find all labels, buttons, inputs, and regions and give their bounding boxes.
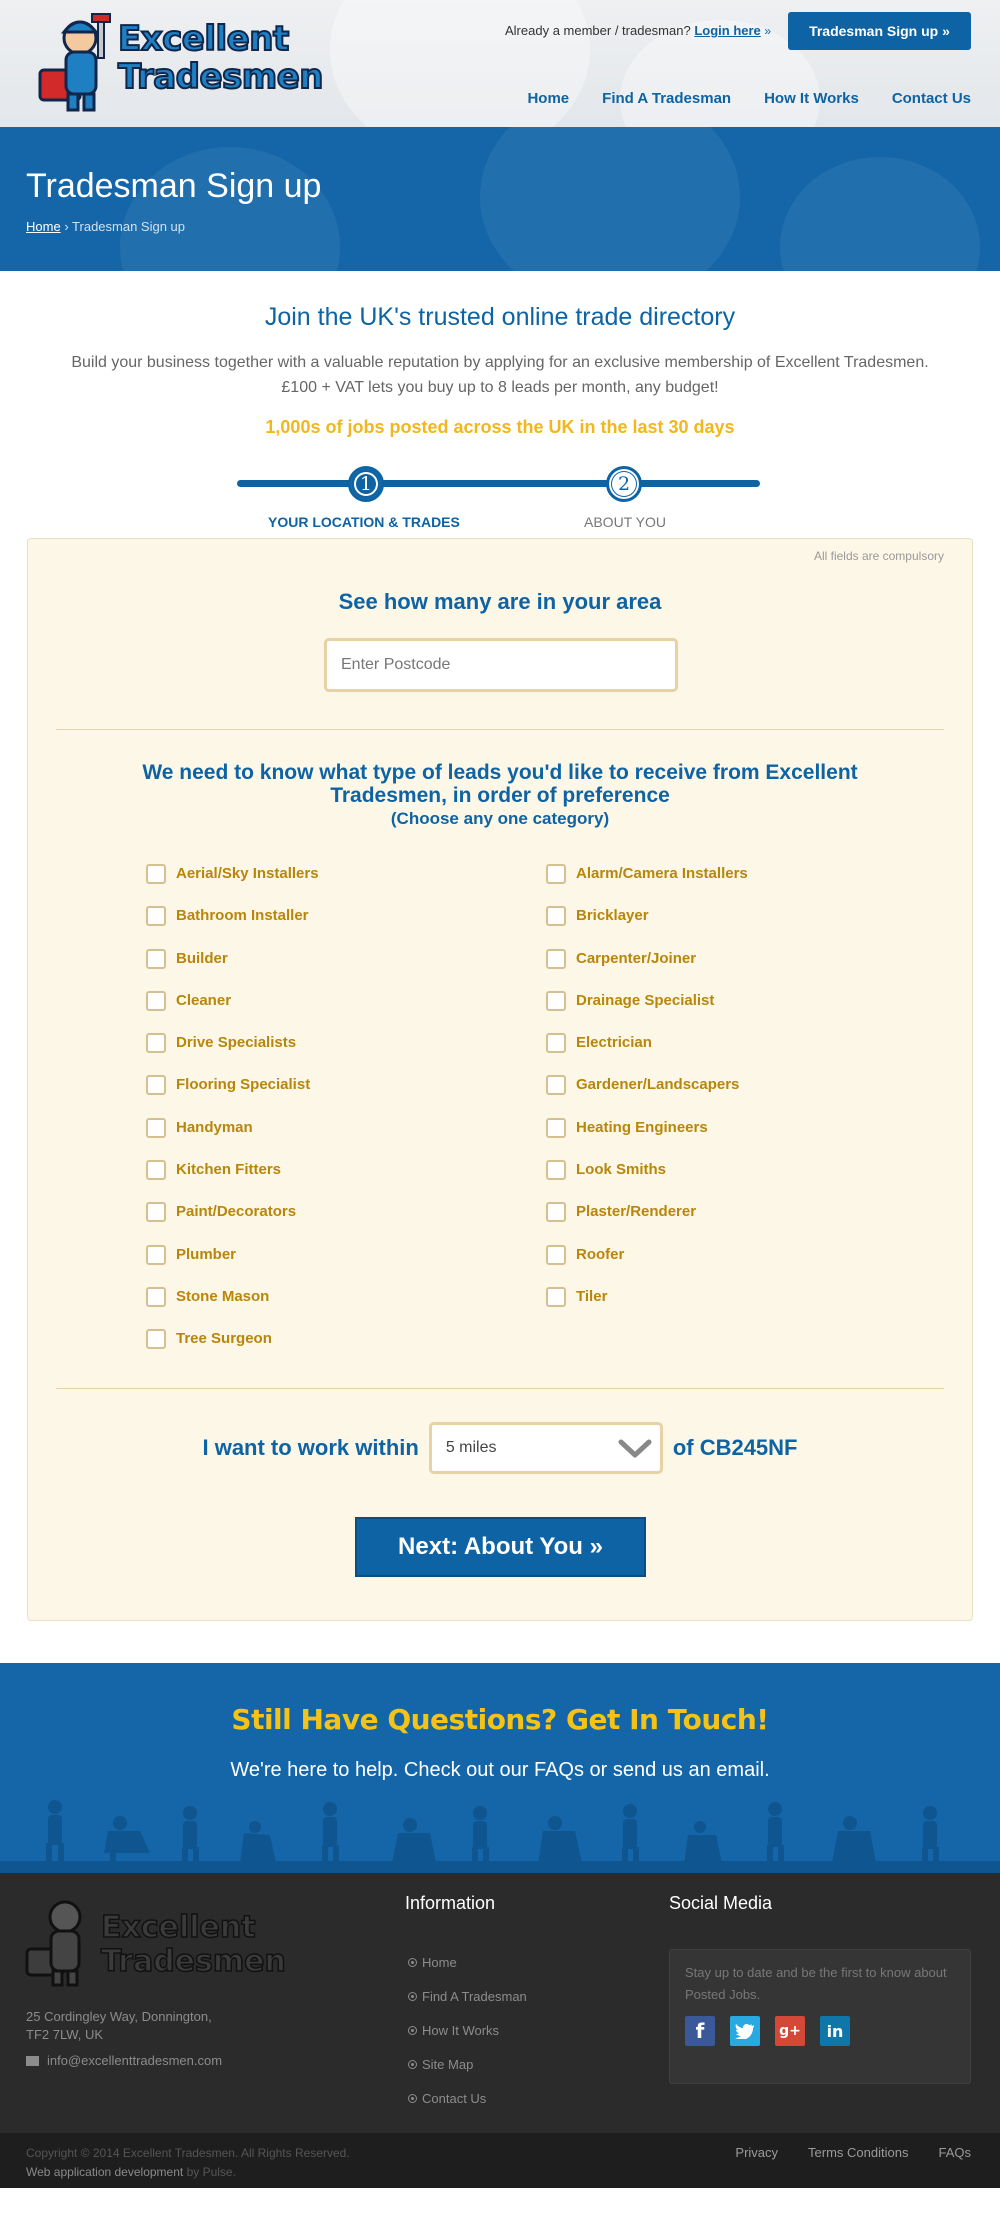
trade-label: Drive Specialists (176, 1034, 297, 1052)
tradesman-signup-button[interactable]: Tradesman Sign up » (788, 12, 971, 50)
checkbox[interactable] (546, 906, 566, 926)
footer-bottom-links (705, 2145, 971, 2160)
footer-social-heading: Social Media (669, 1893, 773, 1913)
footer-logo-text-line1: Excellent (101, 1910, 256, 1945)
trade-label: Drainage Specialist (576, 991, 715, 1009)
intro-text-line2: £100 + VAT lets you buy up to 8 leads per month, any budget! (281, 379, 719, 396)
trade-option[interactable] (546, 1160, 946, 1202)
questions-section (0, 1663, 1000, 1873)
privacy-link[interactable]: Privacy (735, 2145, 779, 2160)
trade-option[interactable] (546, 949, 946, 991)
twitter-bird-icon (735, 2023, 755, 2039)
trade-option[interactable] (546, 1202, 946, 1244)
checkbox[interactable] (146, 949, 166, 969)
trade-label: Look Smiths (576, 1161, 667, 1179)
checkbox[interactable] (146, 1033, 166, 1053)
checkbox[interactable] (546, 864, 566, 884)
banner-bg-shape (120, 147, 340, 271)
intro-heading: Join the UK's trusted online trade directory (264, 303, 736, 331)
compulsory-note: All fields are compulsory (813, 549, 944, 563)
trade-label: Handyman (176, 1118, 253, 1136)
postcode-input[interactable] (324, 638, 678, 692)
trade-option[interactable] (546, 1118, 946, 1160)
footer-link-label: Site Map (422, 2056, 474, 2072)
trade-label: Plaster/Renderer (576, 1203, 697, 1221)
trade-option[interactable] (546, 1075, 946, 1117)
trade-label: Roofer (576, 1245, 625, 1263)
banner-bg-shape (480, 127, 740, 271)
checkbox[interactable] (546, 1202, 566, 1222)
trade-option[interactable] (146, 991, 546, 1033)
area-title: See how many are in your area (338, 589, 662, 614)
checkbox[interactable] (146, 1118, 166, 1138)
webdev-link[interactable]: Web application development (26, 2165, 184, 2179)
footer-address (26, 2008, 212, 2044)
within-prefix: I want to work within (202, 1435, 419, 1460)
breadcrumb-current: Tradesman Sign up (72, 219, 186, 234)
form-divider (56, 1388, 944, 1389)
site-footer (0, 1873, 1000, 2133)
trade-option[interactable] (146, 1075, 546, 1117)
breadcrumb (26, 219, 185, 234)
trade-label: Gardener/Landscapers (576, 1076, 740, 1094)
leads-subtitle: (Choose any one category) (390, 809, 610, 828)
questions-text: We're here to help. Check out our FAQs or send us an email. (230, 1759, 770, 1781)
checkbox[interactable] (546, 991, 566, 1011)
address-line2: TF2 7LW, UK (26, 2027, 104, 2042)
footer-link-contact-us[interactable] (408, 2081, 527, 2115)
circle-dot-icon (408, 1958, 417, 1967)
steps-progress-line (237, 480, 760, 487)
next-about-you-button[interactable]: Next: About You » (355, 1517, 646, 1577)
checkbox[interactable] (146, 1202, 166, 1222)
jobs-highlight: 1,000s of jobs posted across the UK in the last 30 days (265, 417, 735, 437)
trade-option[interactable] (146, 1202, 546, 1244)
trade-option[interactable] (546, 1287, 946, 1329)
circle-dot-icon (408, 1992, 417, 2001)
trade-label: Aerial/Sky Installers (176, 865, 319, 882)
step-2-circle: 2 (606, 466, 642, 502)
webdev-suffix: by Pulse. (186, 2165, 236, 2179)
footer-link-find-tradesman[interactable] (408, 1979, 527, 2013)
checkbox[interactable] (146, 864, 166, 884)
breadcrumb-separator-icon: › (64, 219, 69, 234)
facebook-icon[interactable]: f (685, 2016, 715, 2046)
trade-label: Bathroom Installer (176, 907, 309, 925)
footer-link-home[interactable] (408, 1945, 527, 1979)
nav-find-tradesman[interactable]: Find A Tradesman (602, 90, 732, 107)
trade-label: Heating Engineers (576, 1118, 708, 1136)
step-1-label: YOUR LOCATION & TRADES (268, 514, 460, 530)
trade-option[interactable] (146, 1118, 546, 1160)
trade-checkbox-list (146, 864, 946, 1372)
google-plus-icon[interactable]: g+ (775, 2016, 805, 2046)
plumber-mascot-icon (25, 1891, 99, 1991)
trade-option[interactable] (546, 906, 946, 948)
site-header (0, 0, 1000, 127)
form-divider (56, 729, 944, 730)
footer-logo[interactable] (25, 1891, 286, 1991)
trade-label: Bricklayer (576, 907, 649, 925)
checkbox[interactable] (546, 1118, 566, 1138)
member-prompt (505, 23, 771, 38)
checkbox[interactable] (546, 1075, 566, 1095)
nav-contact-us[interactable]: Contact Us (891, 90, 971, 107)
leads-title: We need to know what type of leads you'd like to receive from Excellent Tradesmen, in order of preference (142, 761, 858, 807)
breadcrumb-home-link[interactable]: Home (26, 219, 61, 234)
trade-option[interactable] (546, 864, 946, 906)
trade-label: Electrician (576, 1034, 652, 1052)
trade-label: Tiler (576, 1287, 608, 1305)
checkbox[interactable] (146, 1287, 166, 1307)
workers-silhouette-icon (0, 1783, 1000, 1873)
logo-text-line1: Excellent (118, 19, 289, 59)
trade-label: Builder (176, 949, 228, 967)
work-radius-row (28, 1422, 972, 1474)
page-title: Tradesman Sign up (26, 167, 322, 205)
social-media-box (669, 1949, 971, 2084)
trade-option[interactable] (546, 1033, 946, 1075)
footer-link-label: How It Works (422, 2022, 500, 2038)
circle-dot-icon (408, 2026, 417, 2035)
circle-dot-icon (408, 2094, 417, 2103)
questions-heading: Still Have Questions? Get In Touch! (231, 1703, 769, 1736)
trade-option[interactable] (146, 864, 546, 906)
checkbox[interactable] (146, 1160, 166, 1180)
main-nav (494, 90, 971, 107)
trade-option[interactable] (146, 906, 546, 948)
login-chevron-icon: » (764, 24, 772, 38)
footer-info-heading: Information (405, 1893, 496, 1913)
trade-option[interactable] (146, 1245, 546, 1287)
trade-label: Flooring Specialist (176, 1076, 311, 1094)
envelope-icon (26, 2056, 39, 2066)
footer-email-text: info@excellenttradesmen.com (47, 2053, 223, 2068)
trade-option[interactable] (146, 1160, 546, 1202)
checkbox[interactable] (546, 1033, 566, 1053)
address-line1: 25 Cordingley Way, Donnington, (26, 2009, 212, 2024)
footer-link-how-it-works[interactable] (408, 2013, 527, 2047)
miles-select[interactable] (429, 1422, 663, 1474)
nav-home[interactable]: Home (527, 90, 570, 107)
login-link[interactable]: Login here (694, 23, 761, 38)
site-logo[interactable] (38, 10, 323, 118)
footer-email[interactable] (26, 2053, 222, 2068)
intro-text-line1: Build your business together with a valuable reputation by applying for an exclusive membership of Excellent Tradesmen. (71, 354, 929, 371)
member-prompt-text: Already a member / tradesman? (505, 23, 691, 38)
signup-form (27, 538, 973, 1621)
checkbox[interactable] (546, 1287, 566, 1307)
checkbox[interactable] (546, 949, 566, 969)
chevron-down-icon (618, 1439, 652, 1459)
checkbox[interactable] (146, 906, 166, 926)
trade-label: Alarm/Camera Installers (576, 865, 748, 882)
footer-link-label: Contact Us (422, 2090, 487, 2106)
signup-steps (0, 438, 1000, 538)
trade-label: Kitchen Fitters (176, 1161, 282, 1179)
trade-label: Stone Mason (176, 1287, 270, 1305)
banner-bg-shape (780, 157, 980, 271)
trade-label: Cleaner (176, 991, 232, 1009)
footer-bottom-bar (0, 2133, 1000, 2188)
trade-label: Plumber (176, 1245, 237, 1263)
checkbox[interactable] (546, 1245, 566, 1265)
page-banner (0, 127, 1000, 271)
checkbox[interactable] (546, 1160, 566, 1180)
checkbox[interactable] (146, 1075, 166, 1095)
terms-link[interactable]: Terms Conditions (808, 2145, 909, 2160)
trade-label: Tree Surgeon (176, 1330, 272, 1348)
trade-option[interactable] (546, 1245, 946, 1287)
trade-option[interactable] (546, 991, 946, 1033)
checkbox[interactable] (146, 1329, 166, 1349)
social-icons (685, 2016, 850, 2046)
footer-link-label: Home (422, 1954, 457, 1970)
step-2-label: ABOUT YOU (584, 514, 666, 530)
copyright (26, 2144, 350, 2182)
circle-dot-icon (408, 2060, 417, 2069)
footer-logo-text-line2: Tradesmen (101, 1944, 286, 1979)
faqs-link[interactable]: FAQs (938, 2145, 971, 2160)
step-1-circle: 1 (348, 466, 384, 502)
plumber-mascot-icon (38, 10, 118, 118)
logo-text-line2: Tradesmen (118, 57, 323, 97)
within-suffix: of CB245NF (672, 1435, 798, 1460)
miles-selected-value: 5 miles (445, 1439, 497, 1456)
trade-option[interactable] (146, 1329, 546, 1371)
copyright-text: Copyright © 2014 Excellent Tradesmen. All Rights Reserved. (26, 2146, 350, 2160)
header-bg-shape (330, 0, 590, 127)
checkbox[interactable] (146, 991, 166, 1011)
trade-option[interactable] (146, 949, 546, 991)
trade-label: Carpenter/Joiner (576, 949, 697, 967)
twitter-icon[interactable] (730, 2016, 760, 2046)
nav-how-it-works[interactable]: How It Works (764, 90, 859, 107)
checkbox[interactable] (146, 1245, 166, 1265)
social-text: Stay up to date and be the first to know about Posted Jobs. (685, 1965, 947, 2002)
trade-option[interactable] (146, 1033, 546, 1075)
footer-link-label: Find A Tradesman (422, 1988, 527, 2004)
linkedin-icon[interactable]: in (820, 2016, 850, 2046)
trade-label: Paint/Decorators (176, 1203, 297, 1221)
footer-link-site-map[interactable] (408, 2047, 527, 2081)
intro-section (0, 303, 1000, 438)
trade-option[interactable] (146, 1287, 546, 1329)
footer-info-links (408, 1945, 527, 2115)
